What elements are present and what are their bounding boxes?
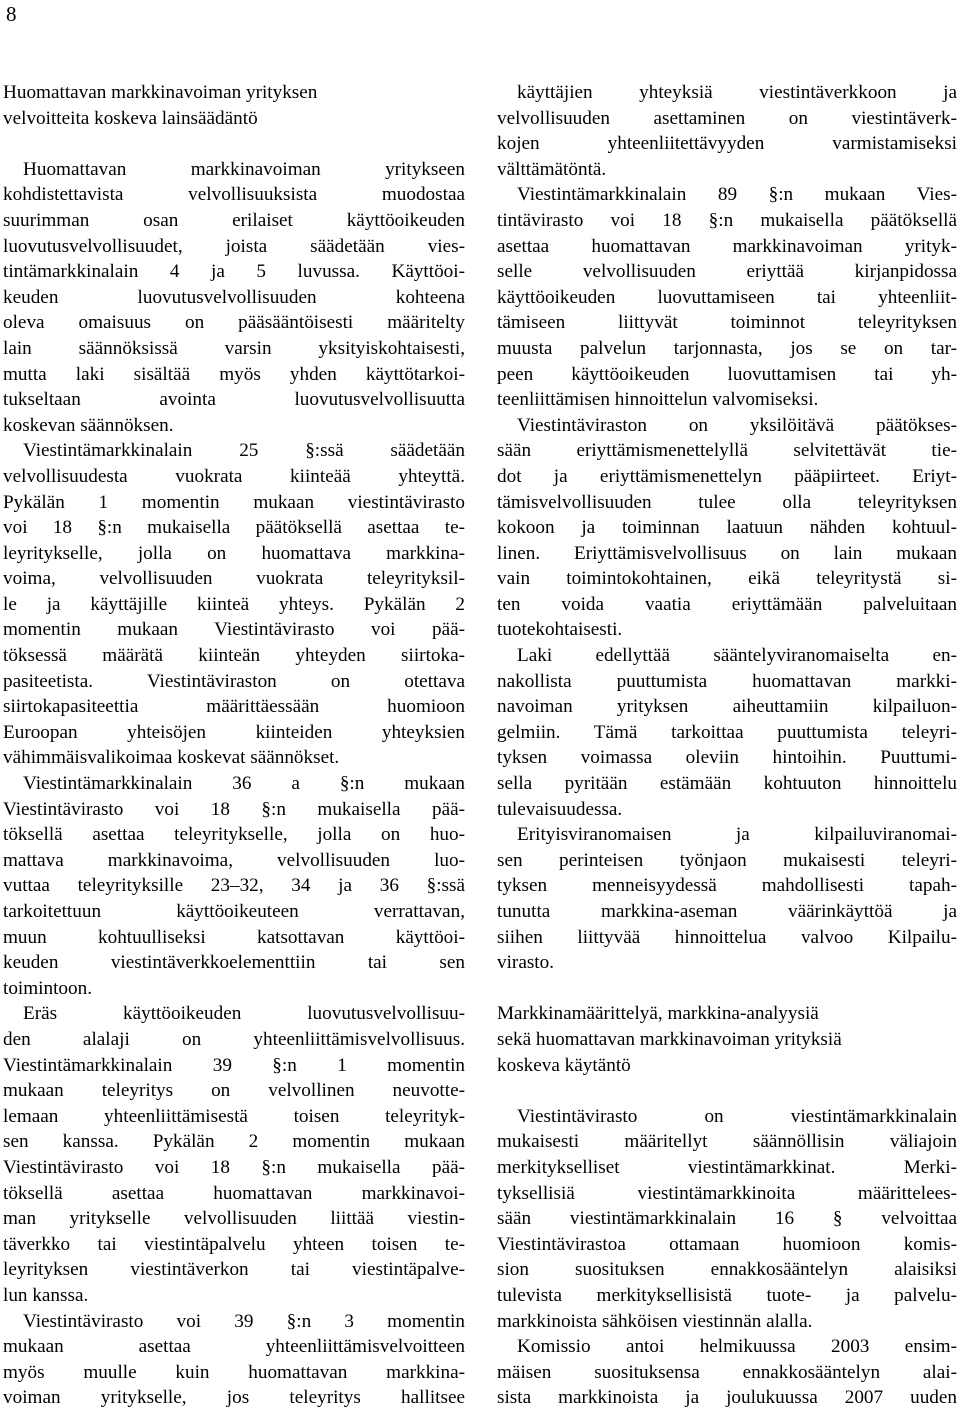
text-line: Viestintämarkkinalain 89 §:n mukaan Vies- [517,184,957,206]
text-line: välttämätöntä. [497,158,607,180]
text-line: töksessä määrätä kiinteän yhteyden siirtoka- [3,645,465,667]
paragraph [497,182,957,412]
text-line: sen perinteisen työnjaon mukaisesti teleyri- [497,849,957,871]
text-line: teenliittämisen hinnoittelun valvomiseksi. [497,389,819,411]
text-line: Viestintämarkkinalain 39 §:n 1 momentin [3,1054,465,1076]
text-line: tyksellisiä viestintämarkkinoita määrittelees- [497,1182,957,1204]
text-line: sista markkinoista ja joulukuussa 2007 uuden [497,1387,957,1409]
text-line: täverkko tai viestintäpalvelu yhteen toisen te- [3,1233,465,1255]
paragraph [497,643,957,822]
text-line: peen käyttöoikeuden luovuttamisen tai yh- [497,363,957,385]
text-line: leyritykselle, jolla on huomattava markkina- [3,542,465,564]
text-line: kohdistettavista velvollisuuksista muodostaa [3,184,465,206]
text-line: markkinoista sähköisen viestinnän alalla. [497,1310,813,1332]
text-line: tintävirasto voi 18 §:n mukaisella päätöksellä [497,209,957,231]
text-line: momentin mukaan Viestintävirasto voi pää- [3,619,465,641]
text-line: tunutta markkina-aseman väärinkäyttöä ja [497,901,957,922]
text-line: Laki edellyttää sääntelyviranomaiselta en- [517,645,957,667]
left-column [3,80,465,1411]
text-line: muusta palvelun tarjonnasta, jos se on tar- [497,337,957,359]
text-line: mukaan asettaa yhteenliittämisvelvoitteen [3,1336,465,1358]
text-line: myös muulle kuin huomattavan markkina- [3,1361,465,1383]
text-line: Eräs käyttöoikeuden luovutusvelvollisuu- [23,1003,465,1025]
text-line: Erityisviranomaisen ja kilpailuviranomai- [517,824,957,846]
text-line: Huomattavan markkinavoiman yritykseen [23,158,465,180]
text-line: virasto. [497,952,555,974]
text-line: lain säännöksissä varsin yksityiskohtaisesti, [3,337,465,359]
text-line: tämisvelvollisuuden tulee olla teleyrityksen [497,491,957,513]
text-line: mattava markkinavoima, velvollisuuden luo- [3,849,465,871]
text-line: keuden luovutusvelvollisuuden kohteena [3,286,465,308]
blank-line [497,976,957,1002]
text-line: leyrityksen viestintäverkon tai viestintäpalve- [3,1259,465,1281]
text-line: velvollisuudesta vuokrata kiinteää yhteyttä. [3,465,465,487]
text-line: käyttäjien yhteyksiä viestintäverkkoon ja [517,82,957,103]
text-line: gelmiin. Tämä tarkoittaa puuttumista teleyri- [497,721,957,743]
text-line: muun kohtuulliseksi katsottavan käyttöoi- [3,926,465,948]
text-line: ten voida vaatia eriyttämään palveluitaan [497,593,957,615]
text-line: sen kanssa. Pykälän 2 momentin mukaan [3,1131,465,1153]
paragraph [497,413,957,643]
text-line: toimintoon. [3,977,93,999]
text-line: tulevista merkityksellisistä tuote- ja palvelu- [497,1284,957,1306]
text-line: tulevaisuudessa. [497,798,623,820]
text-line: Viestintäviraston on yksilöitävä päätökses- [517,414,957,436]
text-line: sion suosituksen ennakkosääntelyn alaisiksi [497,1259,957,1281]
text-line: tämiseen liittyvät toiminnot teleyrityksen [497,312,957,334]
text-line: Viestintävirasto voi 18 §:n mukaisella pää- [3,798,465,820]
text-line: den alalaji on yhteenliittämisvelvollisuus. [3,1028,465,1050]
section-heading [497,1001,957,1078]
text-line: luovutusvelvollisuudet, joista säädetään vies- [3,235,465,257]
text-line: keuden viestintäverkkoelementtiin tai sen [3,952,465,974]
text-line: lun kanssa. [3,1284,89,1306]
text-line: merkitykselliset viestintämarkkinat. Merki- [497,1156,957,1178]
text-line: tarkoitettuun käyttöoikeuteen verrattavan, [3,901,465,922]
paragraph [3,771,465,1001]
text-line: man yritykselle velvollisuuden liittää viestin- [3,1208,465,1230]
page-number: 8 [6,2,17,26]
text-line: oleva omaisuus on pääsääntöisesti määritelty [3,312,465,334]
paragraph [497,1104,957,1334]
heading-line: koskeva käytäntö [497,1054,631,1076]
text-line: Pykälän 1 momentin mukaan viestintävirasto [3,491,465,513]
text-line: dot ja eriyttämismenettelyn pääpiirteet. Eriyt- [497,465,957,487]
text-line: kokoon ja toiminnan laatuun nähden kohtuul- [497,517,957,539]
text-line: voiman yritykselle, jos teleyritys hallitsee [3,1387,465,1409]
text-line: töksellä asettaa huomattavan markkinavoi- [3,1182,465,1204]
text-line: Viestintävirasto on viestintämarkkinalain [517,1105,957,1127]
text-line: asettaa huomattavan markkinavoiman yrityk- [497,235,957,257]
paragraph [3,438,465,771]
text-line: käyttöoikeuden luovuttamiseen tai yhteenliit- [497,286,957,308]
heading-line: velvoitteita koskeva lainsäädäntö [3,107,258,129]
text-line: suurimman osan erilaiset käyttöoikeuden [3,209,465,231]
text-line: mukaisesti määritellyt säännöllisin väliajoin [497,1131,957,1153]
text-line: vähimmäisvalikoimaa koskevat säännökset. [3,747,340,769]
text-line: töksellä asettaa teleyritykselle, jolla on huo- [3,824,465,846]
text-line: nakollista puuttumista huomattavan markki- [497,670,957,692]
text-line: Komissio antoi helmikuussa 2003 ensim- [517,1336,957,1358]
text-line: siirtokapasiteettia määrittäessään huomioon [3,696,465,718]
text-line: Viestintävirasto voi 18 §:n mukaisella pää- [3,1156,465,1178]
text-line: tuotekohtaisesti. [497,619,623,641]
text-line: mäisen suosituksensa ennakkosääntelyn alai- [497,1361,957,1383]
paragraph [3,1309,465,1411]
blank-line [497,1078,957,1104]
paragraph [497,80,957,182]
text-line: sella pyritään estämään kohtuuton hinnoittelu [497,773,957,795]
text-line: voima, velvollisuuden vuokrata teleyrityksil- [3,568,465,590]
paragraph [3,157,465,439]
text-line: le ja käyttäjille kiinteä yhteys. Pykälän 2 [3,593,465,615]
text-line: Viestintävirastoa ottamaan huomioon komis- [497,1233,957,1255]
text-line: selle velvollisuuden eriyttää kirjanpidossa [497,261,957,283]
text-line: mukaan teleyritys on velvollinen neuvotte- [3,1080,465,1102]
text-line: velvollisuuden asettaminen on viestintäverk- [497,107,957,129]
text-line: Viestintämarkkinalain 36 a §:n mukaan [23,773,465,795]
paragraph [3,1001,465,1308]
text-line: sään eriyttämismenettelyllä selvitettävät tie- [497,440,957,462]
heading-line: Huomattavan markkinavoiman yrityksen [3,82,318,103]
paragraph [497,1334,957,1411]
text-line: sään viestintämarkkinalain 16 § velvoittaa [497,1208,957,1230]
text-line: linen. Eriyttämisvelvollisuus on lain mukaan [497,542,957,564]
text-line: navoiman yrityksen aiheuttamiin kilpailuon- [497,696,957,718]
text-line: siihen liittyvää hinnoittelua valvoo Kilpailu- [497,926,957,948]
text-line: Viestintämarkkinalain 25 §:ssä säädetään [23,440,465,462]
text-line: tyksen menneisyydessä mahdollisesti tapah- [497,875,957,897]
text-line: koskevan säännöksen. [3,414,174,436]
text-line: pasiteetista. Viestintäviraston on otettava [3,670,465,692]
text-line: Euroopan yhteisöjen kiinteiden yhteyksien [3,721,465,743]
text-line: vuttaa teleyrityksille 23–32, 34 ja 36 §:ssä [3,875,465,897]
heading-line: Markkinamäärittelyä, markkina-analyysiä [497,1003,819,1025]
text-line: mutta laki sisältää myös yhden käyttötarkoi- [3,363,465,385]
blank-line [3,131,465,157]
text-line: tukseltaan avointa luovutusvelvollisuutta [3,389,465,411]
text-line: tintämarkkinalain 4 ja 5 luvussa. Käyttöoi- [3,261,465,283]
paragraph [497,822,957,976]
heading-line: sekä huomattavan markkinavoiman yrityksiä [497,1028,842,1050]
text-line: vain toimintokohtainen, eikä teleyritystä si- [497,568,957,590]
text-line: tyksen voimassa oleviin hintoihin. Puuttumi- [497,747,957,769]
text-line: kojen yhteenliitettävyyden varmistamiseksi [497,133,957,155]
text-line: voi 18 §:n mukaisella päätöksellä asettaa te- [3,517,465,539]
section-heading [3,80,465,131]
text-line: lemaan yhteenliittämisestä toisen teleyrityk- [3,1105,465,1127]
right-column [497,80,957,1411]
text-line: Viestintävirasto voi 39 §:n 3 momentin [23,1310,465,1332]
